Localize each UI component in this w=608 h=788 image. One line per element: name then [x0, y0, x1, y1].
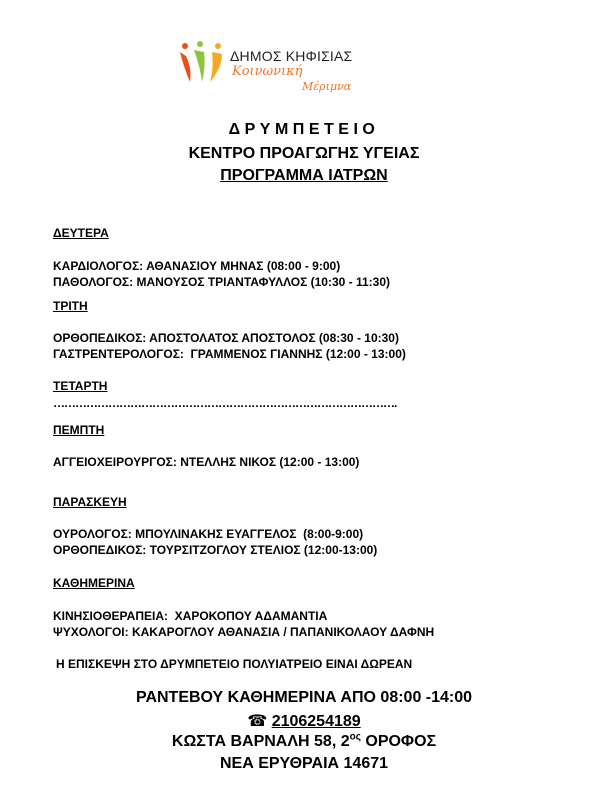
- logo-script-line1: Κοινωνική: [232, 64, 303, 79]
- schedule-entry: ΨΥΧΟΛΟΓΟΙ: ΚΑΚΑΡΟΓΛΟΥ ΑΘΑΝΑΣΙΑ / ΠΑΠΑΝΙΚΟΛΑΟΥ ΔΑΦΝΗ: [53, 625, 435, 639]
- schedule-entry-empty: ………………………………………………………………………………….: [53, 396, 397, 410]
- telephone-icon: ☎: [247, 713, 272, 730]
- address-city: ΝΕΑ ΕΡΥΘΡΑΙΑ 14671: [219, 755, 389, 772]
- day-monday: ΔΕΥΤΕΡΑ: [53, 226, 109, 240]
- phone-line: [0, 711, 608, 731]
- day-friday: ΠΑΡΑΣΚΕΥΗ: [53, 495, 127, 509]
- schedule-entry: ΟΡΘΟΠΕΔΙΚΟΣ: ΤΟΥΡΣΙΤΖΟΓΛΟΥ ΣΤΕΛΙΟΣ (12:00-13:00): [53, 543, 378, 557]
- logo-name: ΔΗΜΟΣ ΚΗΦΙΣΙΑΣ: [230, 48, 353, 64]
- address-street: ΚΩΣΤΑ ΒΑΡΝΑΛΗ 58, 2: [171, 733, 350, 750]
- municipality-logo: [178, 38, 378, 100]
- schedule-entry: ΟΡΘΟΠΕΔΙΚΟΣ: ΑΠΟΣΤΟΛΑΤΟΣ ΑΠΟΣΤΟΛΟΣ (08:30 - 10:30): [53, 331, 399, 345]
- day-thursday: ΠΕΜΠΤΗ: [53, 423, 105, 437]
- day-tuesday: ΤΡΙΤΗ: [53, 299, 88, 313]
- title-health-center: ΚΕΝΤΡΟ ΠΡΟΑΓΩΓΗΣ ΥΓΕΙΑΣ: [188, 145, 420, 162]
- schedule-entry: ΓΑΣΤΡΕΝΤΕΡΟΛΟΓΟΣ: ΓΡΑΜΜΕΝΟΣ ΓΙΑΝΝΗΣ (12:00 - 13:00): [53, 347, 406, 361]
- free-visit-note: Η ΕΠΙΣΚΕΨΗ ΣΤΟ ΔΡΥΜΠΕΤΕΙΟ ΠΟΛΥΙΑΤΡΕΙΟ ΕΙΝΑΙ ΔΩΡΕΑΝ: [56, 657, 413, 671]
- schedule-entry: ΑΓΓΕΙΟΧΕΙΡΟΥΡΓΟΣ: ΝΤΕΛΛΗΣ ΝΙΚΟΣ (12:00 - 13:00): [53, 455, 360, 469]
- schedule-entry: ΠΑΘΟΛΟΓΟΣ: ΜΑΝΟΥΣΟΣ ΤΡΙΑΝΤΑΦΥΛΛΟΣ (10:30 - 11:30): [53, 275, 390, 289]
- logo-script-line2: Μέριμνα: [302, 80, 352, 93]
- title-doctors-program: ΠΡΟΓΡΑΜΜΑ ΙΑΤΡΩΝ: [220, 167, 388, 184]
- address-line: [0, 733, 608, 751]
- schedule-entry: ΟΥΡΟΛΟΓΟΣ: ΜΠΟΥΛΙΝΑΚΗΣ ΕΥΑΓΓΕΛΟΣ (8:00-9:00): [53, 527, 364, 541]
- day-daily: ΚΑΘΗΜΕΡΙΝΑ: [53, 576, 135, 590]
- appointments-hours: ΡΑΝΤΕΒΟΥ ΚΑΘΗΜΕΡΙΝΑ ΑΠΟ 08:00 -14:00: [135, 689, 473, 706]
- address-floor: ΟΡΟΦΟΣ: [360, 733, 437, 750]
- logo-figures-icon: [178, 38, 230, 86]
- day-wednesday: ΤΕΤΑΡΤΗ: [53, 379, 108, 393]
- schedule-entry: ΚΑΡΔΙΟΛΟΓΟΣ: ΑΘΑΝΑΣΙΟΥ ΜΗΝΑΣ (08:00 - 9:00): [53, 259, 341, 273]
- phone-number[interactable]: 2106254189: [271, 713, 361, 730]
- address-ordinal: ος: [349, 731, 361, 743]
- title-drympeteio: ΔΡΥΜΠΕΤΕΙΟ: [228, 121, 380, 138]
- schedule-entry: ΚΙΝΗΣΙΟΘΕΡΑΠΕΙΑ: ΧΑΡΟΚΟΠΟΥ ΑΔΑΜΑΝΤΙΑ: [53, 609, 328, 623]
